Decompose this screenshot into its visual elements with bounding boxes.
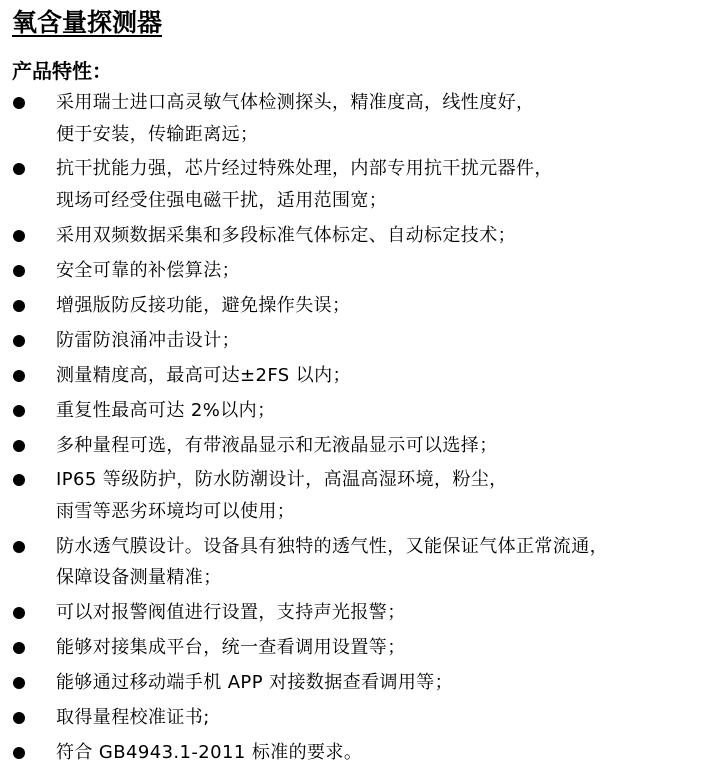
feature-text: 可以对报警阀值进行设置，支持声光报警；: [56, 602, 406, 624]
feature-list-item: [0, 632, 722, 664]
feature-text: 采用瑞士进口高灵敏气体检测探头，精准度高，线性度好，: [56, 92, 535, 113]
bullet-icon: [13, 642, 25, 654]
bullet-icon: [13, 474, 25, 486]
feature-list-item: [0, 87, 722, 150]
feature-list-item: [0, 702, 722, 734]
feature-text: 安全可靠的补偿算法；: [56, 259, 240, 281]
feature-text: 防雷防浪涌冲击设计；: [56, 329, 240, 351]
feature-text: 能够对接集成平台，统一查看调用设置等；: [56, 637, 406, 659]
feature-list-item: [0, 430, 722, 462]
feature-text: 能够通过移动端手机 APP 对接数据查看调用等；: [56, 672, 454, 694]
bullet-icon: [13, 607, 25, 619]
feature-list: [0, 87, 722, 772]
bullet-icon: [13, 712, 25, 724]
feature-text: 采用双频数据采集和多段标准气体标定、自动标定技术；: [56, 224, 516, 246]
feature-list-item: [0, 360, 722, 392]
feature-list-item: [0, 395, 722, 427]
bullet-icon: [13, 677, 25, 689]
feature-text-continuation: 保障设备测量精准；: [56, 567, 222, 589]
bullet-icon: [13, 440, 25, 452]
bullet-icon: [13, 300, 25, 312]
feature-list-item: [0, 667, 722, 699]
bullet-icon: [13, 370, 25, 382]
page-title: 氧含量探测器: [12, 8, 163, 37]
feature-list-item: [0, 153, 722, 216]
feature-list-item: [0, 290, 722, 322]
bullet-icon: [13, 405, 25, 417]
feature-list-item: [0, 597, 722, 629]
feature-text: 抗干扰能力强，芯片经过特殊处理，内部专用抗干扰元器件，: [56, 158, 553, 180]
feature-list-item: [0, 531, 722, 594]
feature-list-item: [0, 220, 722, 252]
feature-text: 取得量程校准证书;: [56, 707, 210, 729]
feature-text-continuation: 便于安装，传输距离远；: [56, 123, 259, 145]
feature-text: 多种量程可选，有带液晶显示和无液晶显示可以选择；: [56, 434, 498, 456]
feature-text: 符合 GB4943.1-2011 标准的要求。: [56, 742, 363, 764]
feature-list-item: [0, 464, 722, 527]
feature-list-item: [0, 325, 722, 357]
feature-text: 增强版防反接功能，避免操作失误；: [56, 294, 351, 316]
bullet-icon: [13, 747, 25, 759]
bullet-icon: [13, 265, 25, 277]
feature-text-continuation: 雨雪等恶劣环境均可以使用；: [56, 500, 296, 522]
bullet-icon: [13, 335, 25, 347]
section-heading-features: 产品特性：: [12, 59, 112, 83]
feature-list-item: [0, 255, 722, 287]
bullet-icon: [13, 163, 25, 175]
feature-text: 重复性最高可达 2%以内；: [56, 399, 276, 421]
bullet-icon: [13, 230, 25, 242]
bullet-icon: [13, 541, 25, 553]
feature-text: 测量精度高，最高可达±2FS 以内；: [56, 364, 351, 386]
feature-text: 防水透气膜设计。设备具有独特的透气性，又能保证气体正常流通，: [56, 535, 608, 557]
feature-text: IP65 等级防护，防水防潮设计，高温高湿环境，粉尘，: [56, 469, 508, 491]
bullet-icon: [13, 97, 25, 109]
feature-text-continuation: 现场可经受住强电磁干扰，适用范围宽；: [56, 189, 388, 211]
feature-list-item: [0, 737, 722, 769]
